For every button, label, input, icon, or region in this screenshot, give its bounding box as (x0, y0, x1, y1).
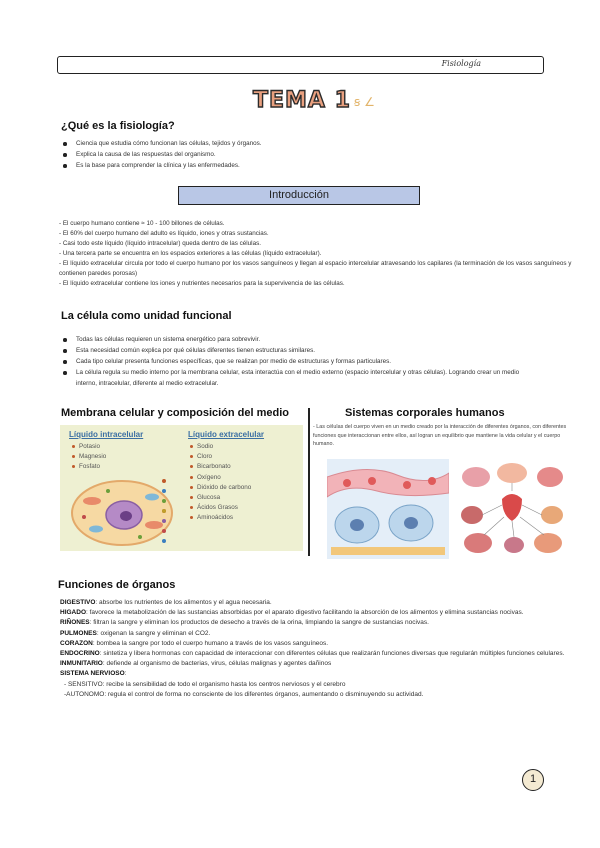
que-es-heading: ¿Qué es la fisiología? (61, 120, 175, 132)
list-item (60, 598, 575, 608)
organ-desc: : (124, 670, 127, 678)
introduccion-text (59, 219, 574, 289)
sub-item: - SENSITIVO: recibe la sensibilidad de todo el organismo hasta los centros nerviosos y el cerebro (64, 680, 346, 688)
header-bar (57, 56, 544, 74)
membrana-heading: Membrana celular y composición del medio (61, 407, 290, 419)
list-item: Sodio (190, 442, 251, 452)
organ-desc: : oxigenan la sangre y eliminan el CO2. (96, 629, 211, 637)
organ-term: RIÑONES (60, 619, 90, 627)
list-item: Aminoácidos (190, 513, 251, 523)
list-item: Glucosa (190, 493, 251, 503)
list-item: La célula regula su medio interno por la membrana celular, esta interactúa con el medio externo (espacio intercelular y otras células). Logrando crear un medio interno, intracelular, diferente al medio extracelular. (60, 367, 540, 389)
organ-desc: : filtran la sangre y eliminan los productos de desecho a través de la orina, limpiando la sangre de sustancias nocivas. (89, 619, 429, 627)
organ-term: DIGESTIVO (60, 599, 96, 606)
tissue-illustration (327, 459, 449, 559)
organs-illustration (456, 459, 568, 556)
sub-item: -AUTONOMO: regula el control de forma no consciente de los diferentes órganos, aumentando o disminuyendo su actividad. (64, 690, 424, 698)
organ-term: HIGADO (60, 609, 86, 617)
organ-term: CORAZON (60, 639, 93, 647)
list-item (60, 649, 575, 659)
list-item: Magnesio (72, 452, 106, 462)
organ-desc: : defiende al organismo de bacterias, virus, células malignas y agentes dañinos (102, 660, 332, 668)
intro-line: - El 60% del cuerpo humano del adulto es líquido, iones y otras sustancias. (59, 230, 269, 237)
organ-term: SISTEMA NERVIOSO (60, 670, 125, 678)
list-item: Cada tipo celular presenta funciones específicas, que se realizan por medio de estructuras y formas particulares. (60, 356, 540, 367)
organ-term: PULMONES (60, 629, 97, 637)
intro-line: - El cuerpo humano contiene ≈ 10 - 100 billones de células. (59, 220, 225, 227)
intro-line: - Una tercera parte se encuentra en los espacios exteriores a las células (líquido extracelular). (59, 250, 322, 257)
organ-desc: : absorbe los nutrientes de los alimentos y el agua necesaria. (95, 599, 272, 606)
list-item: Cloro (190, 452, 251, 462)
organs-diagram (456, 459, 568, 556)
introduccion-heading: Introducción (178, 186, 420, 205)
list-item (60, 618, 575, 628)
funciones-list (60, 598, 575, 700)
list-item (60, 669, 575, 679)
list-item: Todas las células requieren un sistema energético para sobrevivir. (60, 334, 540, 345)
funciones-heading: Funciones de órganos (58, 579, 176, 591)
page-title: TEMA 1 (253, 88, 351, 113)
organ-desc: : favorece la metabolización de las sustancias absorbidas por el aparato digestivo facilitando la absorción de los alimentos y elimina sustancias nocivas. (86, 609, 524, 617)
intro-line: - Casi todo este líquido (líquido intracelular) queda dentro de las células. (59, 240, 261, 247)
organ-term: ENDOCRINO (60, 650, 100, 658)
list-item: Oxígeno (190, 473, 251, 483)
organ-desc: : bombea la sangre por todo el cuerpo humano a través de los vasos sanguíneos. (92, 639, 329, 647)
sistemas-heading: Sistemas corporales humanos (345, 407, 505, 419)
tissue-diagram (327, 459, 449, 559)
intro-line: - El líquido extracelular contiene los iones y nutrientes necesarios para la supervivencia de las células. (59, 280, 345, 287)
sistemas-text: - Las células del cuerpo viven en un medio creado por la interacción de diferentes órganos, con diferentes funciones que interaccionan entre ellos, así logran un equilibrio que mantiene la vida celular y el cuerpo humano. (313, 424, 567, 447)
list-item: Bicarbonato (190, 462, 251, 472)
list-item: Ciencia que estudia cómo funcionan las células, tejidos y órganos. (60, 138, 560, 149)
organ-desc: : sintetiza y libera hormonas con capacidad de interaccionar con diferentes células que realizarán funciones diversas que regularán múltiples funciones celulares. (99, 650, 565, 658)
que-es-list (60, 138, 560, 171)
list-item: Esta necesidad común explica por qué células diferentes tienen estructuras similares. (60, 345, 540, 356)
list-item (60, 639, 575, 649)
celula-list (60, 334, 540, 389)
cell-labels (158, 477, 178, 547)
extracelular-title: Líquido extracelular (188, 430, 265, 439)
column-divider (308, 408, 310, 556)
intracelular-list (72, 442, 106, 473)
subject-label: Fisiología (441, 59, 481, 68)
intracelular-title: Líquido intracelular (69, 430, 144, 439)
page-number: 1 (522, 769, 544, 791)
list-item: Ácidos Grasos (190, 503, 251, 513)
extracelular-list (190, 442, 251, 524)
list-item: Dióxido de carbono (190, 483, 251, 493)
organ-term: INMUNITARIO (60, 660, 103, 668)
list-item: Potasio (72, 442, 106, 452)
list-item: Es la base para comprender la clínica y las enfermedades. (60, 160, 560, 171)
title-doodle: ꞩ ∠ (354, 95, 375, 109)
list-item (60, 659, 575, 669)
list-item: Fosfato (72, 462, 106, 472)
list-item: Explica la causa de las respuestas del organismo. (60, 149, 560, 160)
intro-line: - El líquido extracelular circula por todo el cuerpo humano por los vasos sanguíneos y llegan al espacio intercelular atravesando los capilares (la terminación de los vasos sanguíneos y contienen paredes porosas) (59, 260, 572, 277)
celula-heading: La célula como unidad funcional (61, 310, 232, 322)
list-item (60, 629, 575, 639)
list-item (60, 608, 575, 618)
membrana-illustration (60, 425, 303, 551)
